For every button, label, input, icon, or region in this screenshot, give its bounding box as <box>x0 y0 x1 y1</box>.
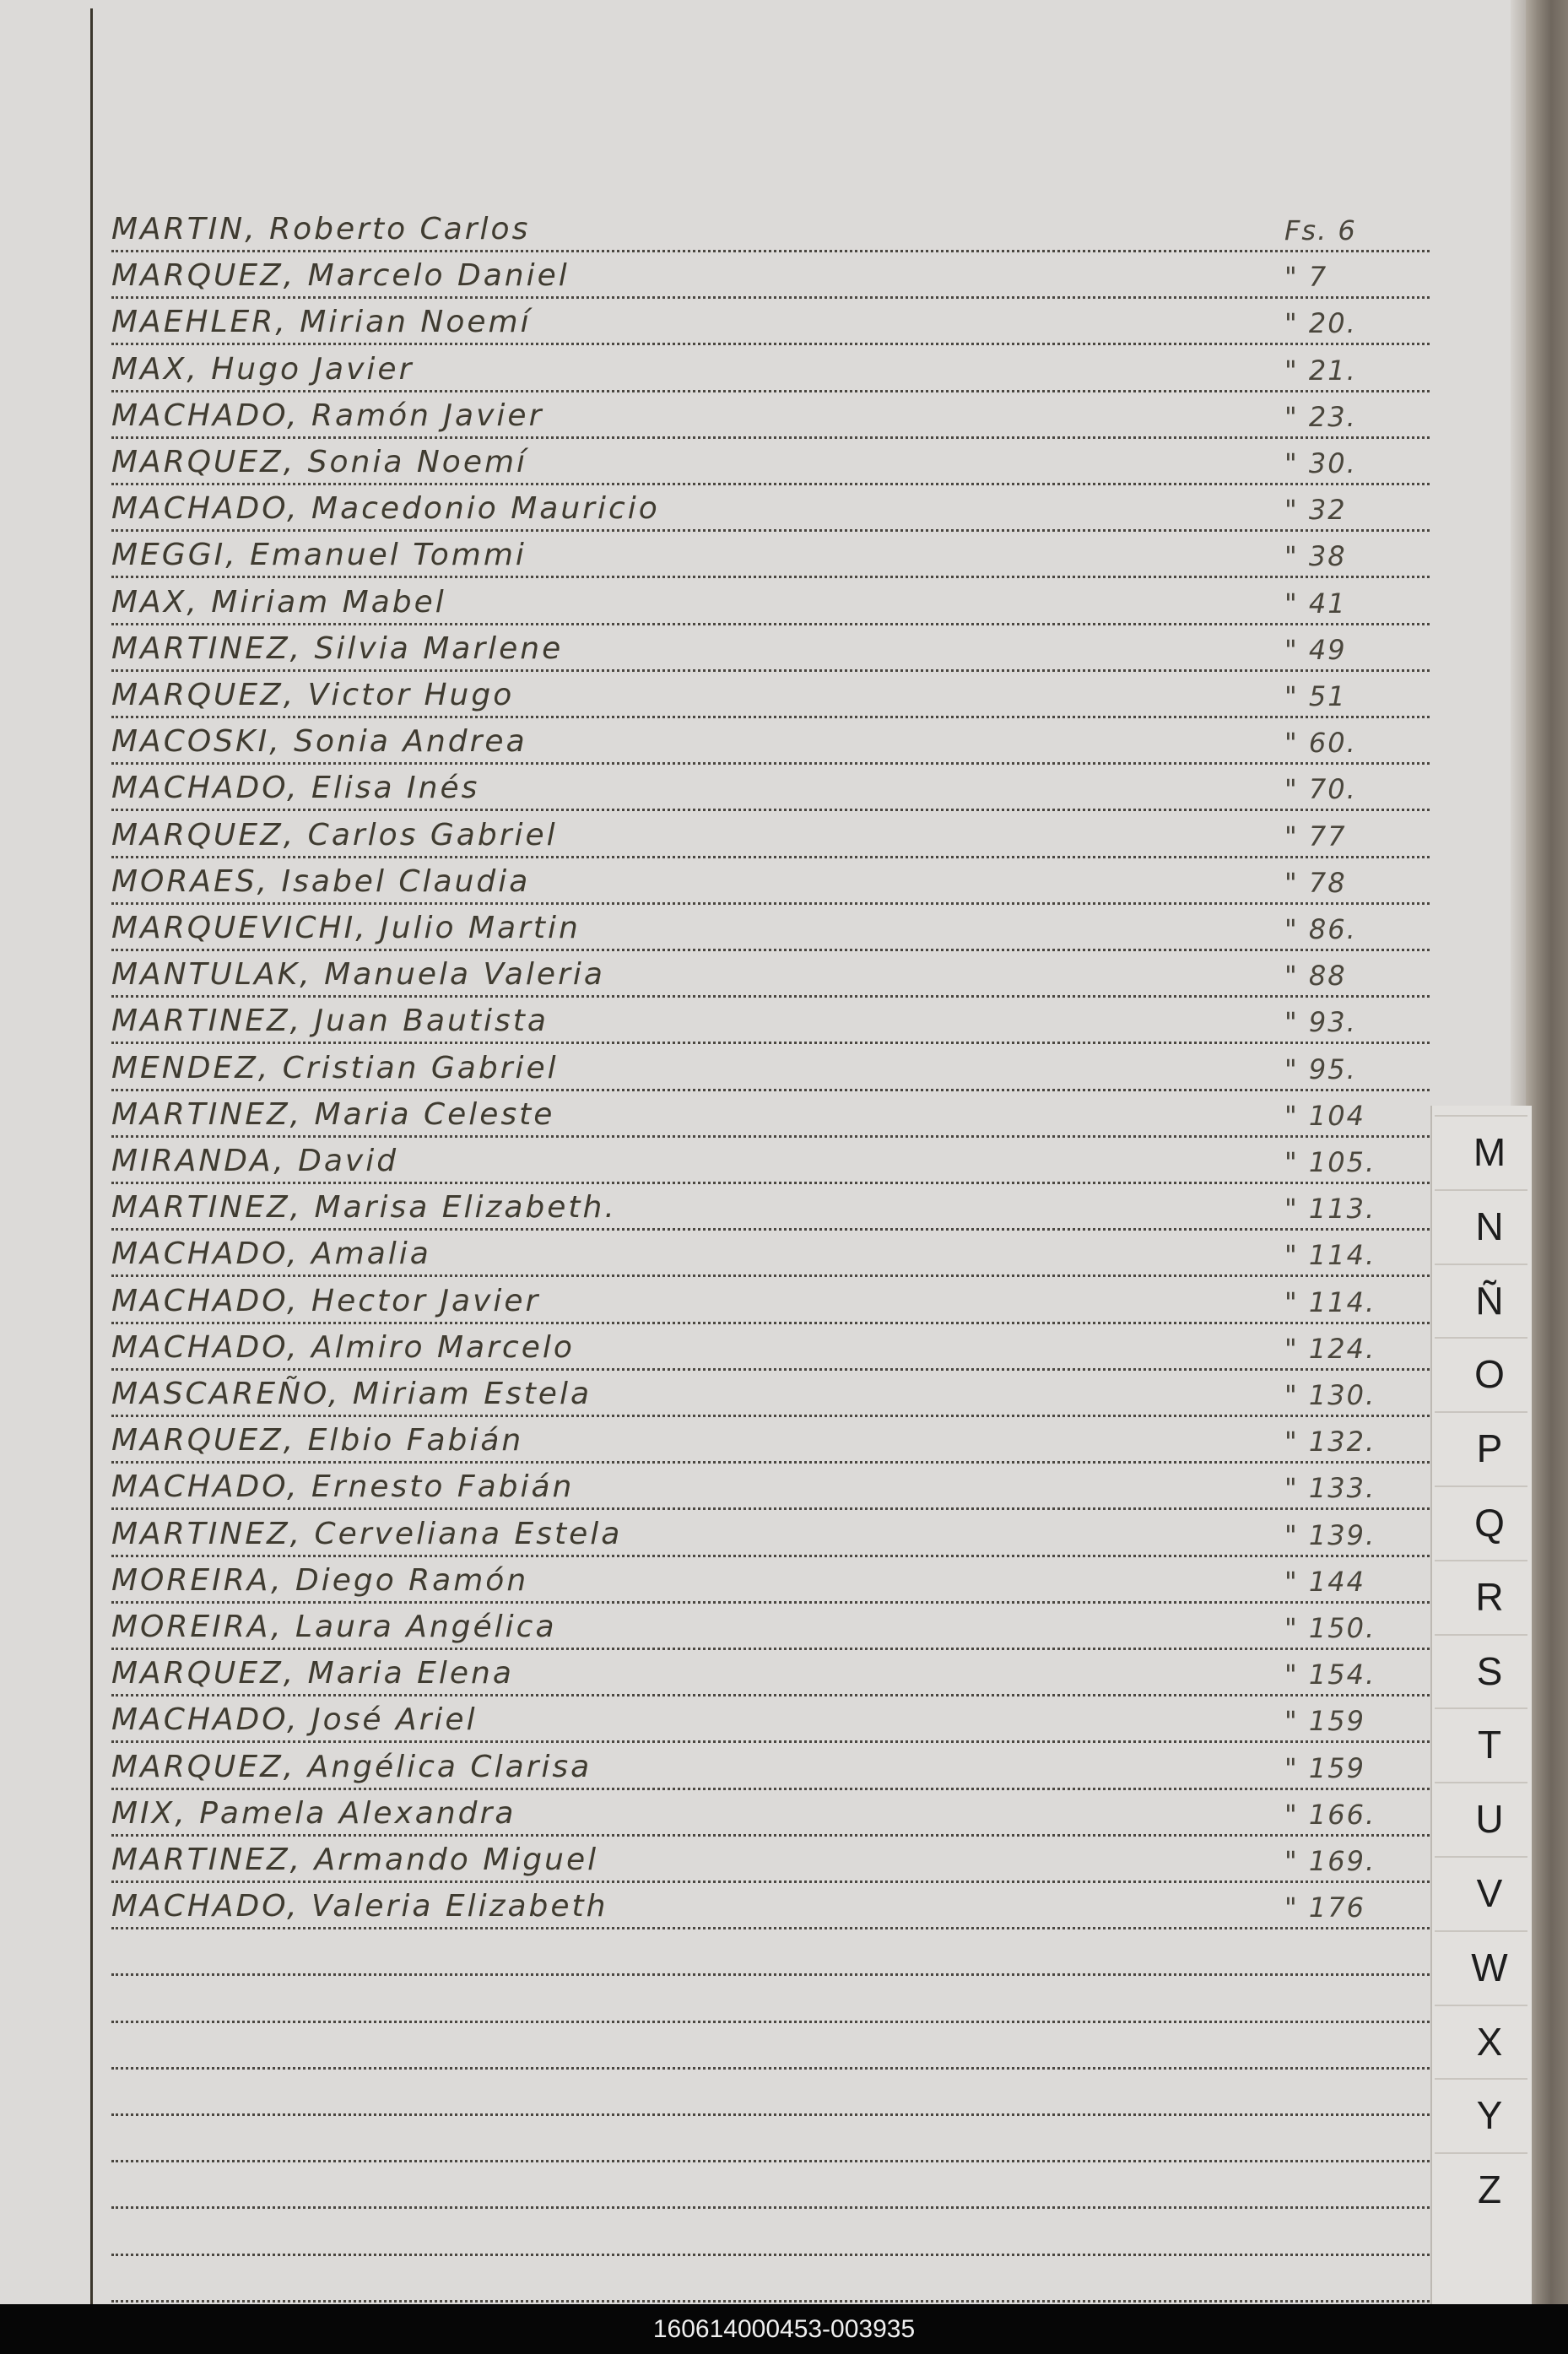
index-tab-x[interactable]: X <box>1476 2020 1503 2064</box>
entry-folio: " 139. <box>1284 1519 1376 1551</box>
entry-name: MARQUEZ, Angélica Clarisa <box>111 1750 592 1784</box>
entry-folio: " 7 <box>1284 261 1328 293</box>
entry-name: MIRANDA, David <box>111 1144 399 1178</box>
entry-name: MAEHLER, Mirian Noemí <box>111 305 532 339</box>
entry-name: MARTINEZ, Marisa Elizabeth. <box>111 1190 617 1225</box>
index-tab-w[interactable]: W <box>1471 1945 1508 1989</box>
tab-divider <box>1435 1264 1527 1265</box>
entry-folio: " 86. <box>1284 913 1357 945</box>
index-tab-m[interactable]: M <box>1473 1130 1506 1174</box>
ruled-line <box>111 1274 1430 1277</box>
entry-name: MARQUEZ, Carlos Gabriel <box>111 818 558 852</box>
entry-name: MARQUEZ, Sonia Noemí <box>111 445 528 479</box>
list-item <box>111 1790 1428 1834</box>
entry-folio: " 169. <box>1284 1845 1376 1877</box>
entry-name: MARTINEZ, Maria Celeste <box>111 1097 555 1132</box>
entry-folio: " 114. <box>1284 1286 1376 1318</box>
entry-folio: " 144 <box>1284 1566 1365 1598</box>
index-tab-z[interactable]: Z <box>1477 2167 1502 2211</box>
tab-divider <box>1435 1930 1527 1932</box>
entry-name: MORAES, Isabel Claudia <box>111 864 531 899</box>
entry-folio: Fs. 6 <box>1284 214 1357 246</box>
ruled-line <box>111 1927 1430 1929</box>
entry-folio: " 88 <box>1284 960 1347 992</box>
entry-folio: " 176 <box>1284 1891 1365 1924</box>
list-item <box>111 905 1428 949</box>
entry-name: MOREIRA, Laura Angélica <box>111 1610 557 1644</box>
index-tab-y[interactable]: Y <box>1476 2093 1503 2137</box>
tab-divider <box>1435 1634 1527 1636</box>
list-item <box>111 346 1428 390</box>
entry-name: MACHADO, Hector Javier <box>111 1284 541 1318</box>
entry-folio: " 132. <box>1284 1426 1376 1458</box>
list-item <box>111 1650 1428 1694</box>
ruled-line <box>111 343 1430 345</box>
index-tab-q[interactable]: Q <box>1474 1501 1505 1545</box>
entry-name: MACHADO, Valeria Elizabeth <box>111 1889 608 1924</box>
entry-folio: " 114. <box>1284 1239 1376 1271</box>
entry-folio: " 70. <box>1284 773 1357 805</box>
entry-folio: " 49 <box>1284 634 1347 666</box>
tab-divider <box>1435 1560 1527 1561</box>
index-tab-s[interactable]: S <box>1476 1649 1503 1693</box>
entry-folio: " 154. <box>1284 1659 1376 1691</box>
entry-folio: " 159 <box>1284 1705 1365 1737</box>
list-item <box>111 718 1428 762</box>
entry-name: MIX, Pamela Alexandra <box>111 1796 516 1831</box>
ruled-line <box>111 2254 1430 2256</box>
list-item <box>111 1557 1428 1601</box>
index-tab-u[interactable]: U <box>1475 1797 1504 1841</box>
entry-name: MOREIRA, Diego Ramón <box>111 1563 529 1598</box>
entry-folio: " 77 <box>1284 820 1347 852</box>
entry-folio: " 95. <box>1284 1053 1357 1085</box>
entry-name: MARQUEVICHI, Julio Martin <box>111 911 581 945</box>
index-tab-v[interactable]: V <box>1476 1871 1503 1915</box>
entry-folio: " 38 <box>1284 540 1347 572</box>
entry-name: MACHADO, Ernesto Fabián <box>111 1469 575 1504</box>
entry-folio: " 166. <box>1284 1799 1376 1831</box>
list-item <box>111 672 1428 716</box>
entry-name: MEGGI, Emanuel Tommi <box>111 538 527 572</box>
entry-folio: " 32 <box>1284 494 1347 526</box>
entry-name: MACHADO, Ramón Javier <box>111 398 544 433</box>
entry-name: MARQUEZ, Victor Hugo <box>111 678 515 712</box>
entry-name: MACHADO, José Ariel <box>111 1702 478 1737</box>
ruled-line <box>111 809 1430 811</box>
list-item <box>111 951 1428 995</box>
entry-name: MARTINEZ, Cerveliana Estela <box>111 1517 623 1551</box>
entry-folio: " 130. <box>1284 1379 1376 1411</box>
list-item <box>111 1324 1428 1368</box>
index-tab-n[interactable]: N <box>1475 1204 1504 1248</box>
tab-divider <box>1435 1411 1527 1413</box>
tab-divider <box>1435 1707 1527 1709</box>
list-item <box>111 1138 1428 1182</box>
entry-name: MACHADO, Macedonio Mauricio <box>111 491 660 526</box>
entry-name: MARQUEZ, Marcelo Daniel <box>111 258 570 293</box>
ruled-line <box>111 1740 1430 1743</box>
footer-code: 160614000453-003935 <box>0 2304 1568 2354</box>
tab-divider <box>1435 1485 1527 1487</box>
list-item <box>111 439 1428 483</box>
entry-folio: " 159 <box>1284 1752 1365 1784</box>
margin-line <box>90 8 93 2304</box>
entry-name: MARTINEZ, Armando Miguel <box>111 1843 599 1877</box>
entry-folio: " 20. <box>1284 307 1357 339</box>
index-tab-r[interactable]: R <box>1475 1575 1504 1619</box>
ruled-line <box>111 2021 1430 2023</box>
entry-name: MARTIN, Roberto Carlos <box>111 212 531 246</box>
ruled-line <box>111 576 1430 578</box>
entry-name: MARQUEZ, Maria Elena <box>111 1656 514 1691</box>
list-item <box>111 532 1428 576</box>
tab-divider <box>1435 1782 1527 1783</box>
list-item <box>111 765 1428 809</box>
list-item <box>111 1045 1428 1089</box>
tab-divider <box>1435 1337 1527 1339</box>
entry-folio: " 30. <box>1284 447 1357 479</box>
entry-name: MENDEZ, Cristian Gabriel <box>111 1051 559 1085</box>
ruled-line <box>111 2160 1430 2162</box>
entry-folio: " 23. <box>1284 401 1357 433</box>
entry-folio: " 105. <box>1284 1146 1376 1178</box>
tab-divider <box>1435 1856 1527 1858</box>
entry-name: MANTULAK, Manuela Valeria <box>111 957 605 992</box>
list-item <box>111 998 1428 1042</box>
entry-folio: " 133. <box>1284 1472 1376 1504</box>
ruled-line <box>111 2206 1430 2209</box>
entry-name: MACHADO, Elisa Inés <box>111 771 480 805</box>
ruled-line <box>111 1507 1430 1510</box>
list-item <box>111 858 1428 902</box>
entry-name: MARTINEZ, Juan Bautista <box>111 1004 549 1038</box>
list-item <box>111 392 1428 436</box>
entry-name: MACHADO, Amalia <box>111 1237 431 1271</box>
list-item <box>111 1837 1428 1880</box>
ruled-line <box>111 2300 1430 2303</box>
tab-divider <box>1435 2078 1527 2080</box>
entry-folio: " 60. <box>1284 727 1357 759</box>
list-item <box>111 299 1428 343</box>
entry-name: MAX, Hugo Javier <box>111 352 414 387</box>
tab-divider <box>1435 2152 1527 2154</box>
entry-folio: " 21. <box>1284 354 1357 387</box>
list-item <box>111 1231 1428 1274</box>
book-binding <box>1526 0 1568 2304</box>
list-item <box>111 1278 1428 1322</box>
list-item <box>111 1417 1428 1461</box>
list-item <box>111 206 1428 250</box>
list-item <box>111 252 1428 296</box>
entry-folio: " 124. <box>1284 1333 1376 1365</box>
tab-divider <box>1435 1189 1527 1191</box>
list-item <box>111 1511 1428 1555</box>
index-tab-p[interactable]: P <box>1476 1426 1503 1470</box>
list-item <box>111 1371 1428 1415</box>
list-item <box>111 625 1428 669</box>
index-tab-t[interactable]: T <box>1477 1723 1502 1767</box>
entry-name: MARTINEZ, Silvia Marlene <box>111 631 564 666</box>
entry-folio: " 51 <box>1284 680 1347 712</box>
tab-divider <box>1435 2005 1527 2006</box>
entry-folio: " 113. <box>1284 1193 1376 1225</box>
list-item <box>111 1464 1428 1507</box>
ruled-line <box>111 2067 1430 2070</box>
ruled-line <box>111 1042 1430 1044</box>
entry-folio: " 150. <box>1284 1612 1376 1644</box>
entry-name: MASCAREÑO, Miriam Estela <box>111 1377 592 1411</box>
list-item <box>111 1091 1428 1135</box>
list-item <box>111 579 1428 623</box>
list-item <box>111 1604 1428 1648</box>
list-item <box>111 812 1428 856</box>
entry-name: MARQUEZ, Elbio Fabián <box>111 1423 524 1458</box>
entry-folio: " 78 <box>1284 867 1347 899</box>
list-item <box>111 485 1428 529</box>
tab-divider <box>1435 1115 1527 1117</box>
list-item <box>111 1184 1428 1228</box>
entry-name: MACOSKI, Sonia Andrea <box>111 724 527 759</box>
entry-folio: " 104 <box>1284 1100 1365 1132</box>
ruled-line <box>111 1973 1430 1976</box>
list-item <box>111 1744 1428 1788</box>
entry-folio: " 41 <box>1284 587 1347 620</box>
entry-folio: " 93. <box>1284 1006 1357 1038</box>
index-tab-ñ[interactable]: Ñ <box>1475 1279 1504 1323</box>
entry-name: MACHADO, Almiro Marcelo <box>111 1330 575 1365</box>
entry-name: MAX, Miriam Mabel <box>111 585 446 620</box>
index-tab-o[interactable]: O <box>1474 1352 1505 1396</box>
ruled-line <box>111 2113 1430 2116</box>
list-item <box>111 1883 1428 1927</box>
list-item <box>111 1697 1428 1740</box>
